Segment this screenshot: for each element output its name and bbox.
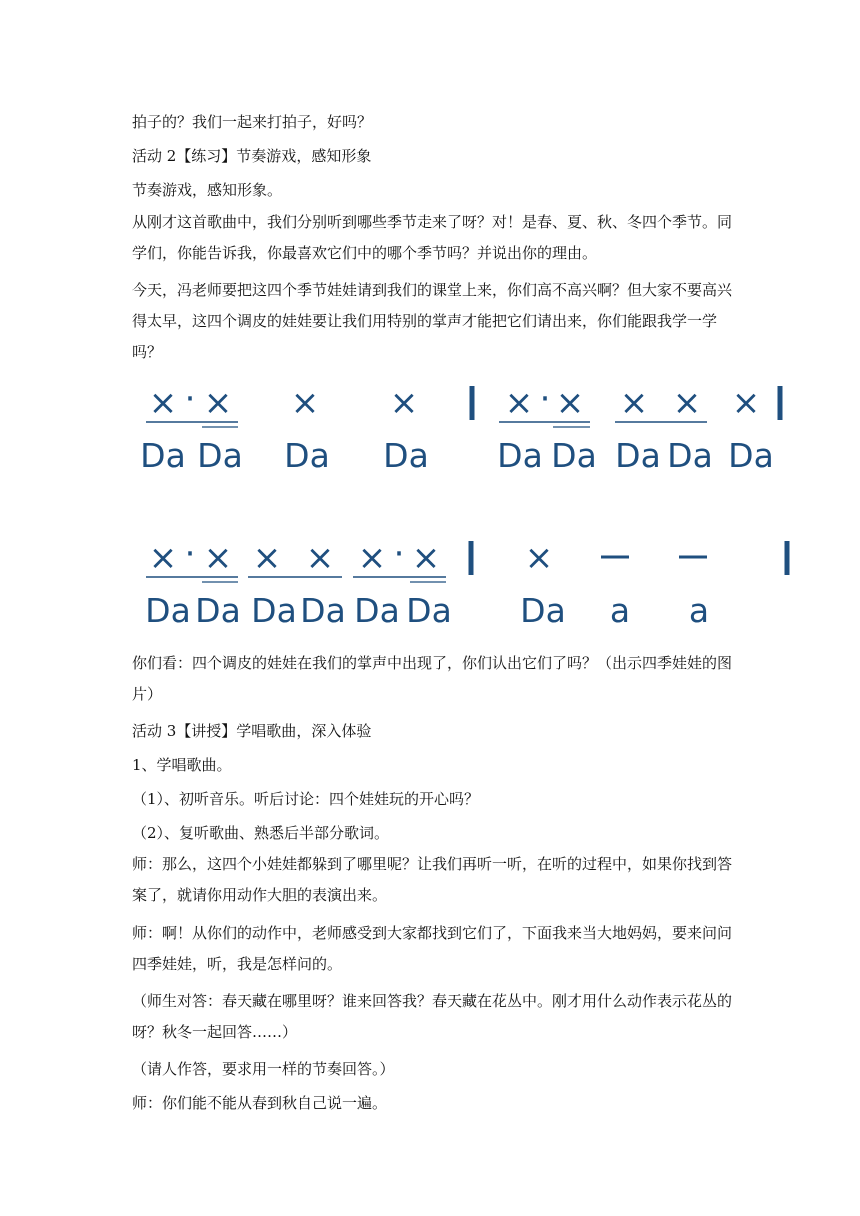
activity-heading: 活动 2【练习】节奏游戏，感知形象 (132, 147, 372, 165)
dot-mark: · (393, 535, 405, 574)
note-mark: × (731, 383, 761, 423)
syllable-label: Da (140, 436, 186, 475)
syllable-label: Da (520, 591, 566, 630)
paragraph: （1）、初听音乐。听后讨论：四个娃娃玩的开心吗？ (132, 790, 480, 808)
note-mark: × (203, 538, 233, 578)
syllable-label: Da (615, 436, 661, 475)
note-mark: × (252, 538, 282, 578)
note-mark: × (148, 383, 178, 423)
syllable-label: Da (383, 436, 429, 475)
paragraph: （师生对答：春天藏在哪里呀？谁来回答我？春天藏在花丛中。刚才用什么动作表示花丛的呀？秋冬一起回答……） (132, 992, 733, 1041)
syllable-label: a (688, 591, 710, 630)
paragraph: 从刚才这首歌曲中，我们分别听到哪些季节走来了呀？对！是春、夏、秋、冬四个季节。同学们，你能告诉我，你最喜欢它们中的哪个季节吗？并说出你的理由。 (132, 213, 733, 262)
dot-mark: · (539, 380, 551, 419)
note-mark: × (357, 538, 387, 578)
dot-mark: · (184, 535, 196, 574)
activity-heading: 活动 3【讲授】学唱歌曲，深入体验 (132, 722, 372, 740)
note-mark: × (389, 383, 419, 423)
syllable-label: Da (728, 436, 774, 475)
note-mark: × (148, 538, 178, 578)
paragraph: 1、学唱歌曲。 (132, 756, 232, 774)
paragraph: 师：你们能不能从春到秋自己说一遍。 (132, 1094, 388, 1112)
note-mark: × (411, 538, 441, 578)
note-mark: × (290, 383, 320, 423)
syllable-label: Da (197, 436, 243, 475)
paragraph: 今天，冯老师要把这四个季节娃娃请到我们的课堂上来，你们高不高兴啊？但大家不要高兴得太早，这四个调皮的娃娃要让我们用特别的掌声才能把它们请出来，你们能跟我学一学吗？ (132, 281, 733, 361)
paragraph: 师：那么，这四个小娃娃都躲到了哪里呢？让我们再听一听，在听的过程中，如果你找到答案了，就请你用动作大胆的表演出来。 (132, 855, 733, 904)
dot-mark: · (184, 380, 196, 419)
paragraph: （2）、复听歌曲、熟悉后半部分歌词。 (132, 824, 390, 842)
syllable-label: Da (354, 591, 400, 630)
syllable-label: Da (284, 436, 330, 475)
paragraph: 拍子的？我们一起来打拍子，好吗？ (132, 113, 373, 131)
syllable-label: Da (145, 591, 191, 630)
paragraph: 你们看：四个调皮的娃娃在我们的掌声中出现了，你们认出它们了吗？（出示四季娃娃的图片） (132, 654, 733, 703)
note-mark: × (555, 383, 585, 423)
rhythm-score-row-1 (0, 380, 860, 475)
syllable-label: Da (195, 591, 241, 630)
paragraph: （请人作答，要求用一样的节奏回答。） (132, 1060, 395, 1078)
note-mark: × (203, 383, 233, 423)
rhythm-score-row-2 (0, 535, 860, 630)
syllable-label: a (609, 591, 631, 630)
paragraph: 师：啊！从你们的动作中，老师感受到大家都找到它们了，下面我来当大地妈妈，要来问问四季娃娃，听，我是怎样问的。 (132, 924, 733, 973)
note-mark: × (504, 383, 534, 423)
syllable-label: Da (251, 591, 297, 630)
syllable-label: Da (497, 436, 543, 475)
syllable-label: Da (667, 436, 713, 475)
note-mark: × (672, 383, 702, 423)
note-mark: × (305, 538, 335, 578)
syllable-label: Da (300, 591, 346, 630)
note-mark: × (524, 538, 554, 578)
note-mark: × (619, 383, 649, 423)
syllable-label: Da (551, 436, 597, 475)
paragraph: 节奏游戏，感知形象。 (132, 181, 283, 199)
syllable-label: Da (406, 591, 452, 630)
